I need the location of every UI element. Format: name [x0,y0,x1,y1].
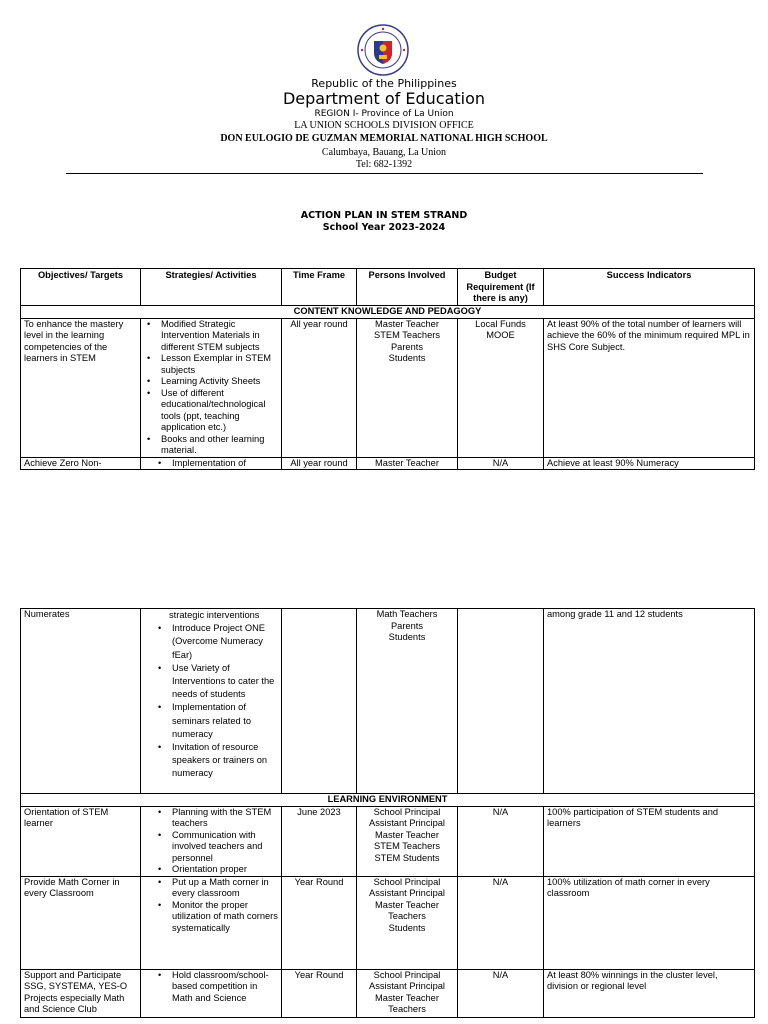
section-header: CONTENT KNOWLEDGE AND PEDAGOGY [21,306,755,319]
person: Students [388,922,426,933]
strategies-cell [141,318,282,457]
region-line: REGION I- Province of La Union [314,109,454,119]
persons-cell [357,806,458,876]
time-frame-cell: Year Round [282,876,357,969]
list-item: • Modified Strategic Intervention Materials in different STEM subjects [144,319,278,354]
person: School Principal [373,806,441,817]
list-item: • Learning Activity Sheets [144,376,278,388]
person: Assistant Principal [369,981,445,991]
table-row [21,876,755,969]
header-divider [66,173,703,174]
col-header-objectives: Objectives/ Targets [21,269,141,306]
person: Master Teacher [375,899,439,910]
action-plan-table-page-2 [20,608,755,1018]
budget-cell [458,318,544,457]
strategies-cell [141,969,282,1017]
persons-cell [357,969,458,1017]
list-item: • Books and other learning material. [144,434,278,457]
document-title: ACTION PLAN IN STEM STRAND [300,210,468,221]
person: Master Teacher [375,992,439,1003]
department-name: Department of Education [282,89,486,108]
action-plan-table-page-1 [20,268,755,470]
list-item: • Implementation of [144,458,278,470]
school-name: DON EULOGIO DE GUZMAN MEMORIAL NATIONAL HIGH SCHOOL [220,133,548,144]
strategies-cell [141,876,282,969]
person: Students [388,632,426,642]
school-year: School Year 2023-2024 [322,222,446,233]
time-frame-cell: All year round [282,457,357,470]
table-row [21,318,755,457]
table-row [21,806,755,876]
person: Parents [390,341,424,352]
list-item: • Use Variety of Interventions to cater the needs of students [144,662,278,702]
list-item: • Orientation proper [144,864,278,876]
list-item: • Use of different educational/technological tools (ppt, teaching application etc.) [144,388,278,434]
person: STEM Teachers [374,841,440,851]
list-item: • Implementation of seminars related to numeracy [144,701,278,741]
division-office: LA UNION SCHOOLS DIVISION OFFICE [294,120,474,131]
list-item: • Lesson Exemplar in STEM subjects [144,353,278,376]
budget-item: MOOE [486,330,515,340]
time-frame-cell: All year round [282,318,357,457]
col-header-persons: Persons Involved [357,269,458,306]
person: Teachers [388,1004,426,1014]
list-item: • Communication with involved teachers and personnel [144,830,278,865]
objective-cell: To enhance the mastery level in the learning competencies of the learners in STEM [21,318,141,457]
list-item: • Invitation of resource speakers or trainers on numeracy [144,741,278,781]
list-item: • Put up a Math corner in every classroom [144,877,278,900]
budget-cell: N/A [458,806,544,876]
objective-cell: Orientation of STEM learner [21,806,141,876]
person: STEM Students [374,852,440,863]
time-frame-cell: Year Round [282,969,357,1017]
person: Assistant Principal [369,888,445,898]
person: Students [388,353,426,363]
success-indicator-cell: At least 90% of the total number of learners will achieve the 60% of the minimum required MPL in SHS Core Subject. [544,318,755,457]
deped-seal-logo [357,24,409,76]
table-row [21,609,755,794]
person: Teachers [388,911,426,921]
persons-cell [357,318,458,457]
success-indicator-cell: 100% utilization of math corner in every classroom [544,876,755,969]
persons-cell: Master Teacher [357,457,458,470]
success-indicator-cell: 100% participation of STEM students and learners [544,806,755,876]
school-telephone: Tel: 682-1392 [355,159,413,170]
table-row [21,457,755,470]
republic-line: Republic of the Philippines [311,77,457,90]
strategies-cell [141,806,282,876]
list-item: • Introduce Project ONE (Overcome Numeracy fEar) [144,622,278,662]
school-address: Calumbaya, Bauang, La Union [321,147,447,158]
person: Math Teachers [376,609,438,619]
persons-cell [357,609,458,794]
objective-cell: Achieve Zero Non- [21,457,141,470]
objective-cell: Support and Participate SSG, SYSTEMA, YES-O Projects especially Math and Science Club [21,969,141,1017]
col-header-time-frame: Time Frame [282,269,357,306]
success-indicator-cell: among grade 11 and 12 students [544,609,755,794]
list-item: • Monitor the proper utilization of math corners systematically [144,900,278,935]
person: Master Teacher [375,829,439,840]
budget-cell [458,609,544,794]
person: Master Teacher [375,318,439,329]
persons-cell [357,876,458,969]
strategies-cell [141,609,282,794]
person: STEM Teachers [374,330,440,340]
success-indicator-cell: At least 80% winnings in the cluster level, division or regional level [544,969,755,1017]
budget-cell: N/A [458,457,544,470]
list-item: • Planning with the STEM teachers [144,807,278,830]
person: School Principal [373,969,441,980]
objective-cell: Provide Math Corner in every Classroom [21,876,141,969]
col-header-strategies: Strategies/ Activities [141,269,282,306]
strategies-cell [141,457,282,470]
time-frame-cell [282,609,357,794]
section-header: LEARNING ENVIRONMENT [21,794,755,807]
budget-cell: N/A [458,969,544,1017]
table-row [21,969,755,1017]
list-item: • Hold classroom/school-based competition in Math and Science [144,970,278,1005]
col-header-success-indicators: Success Indicators [544,269,755,306]
success-indicator-cell: Achieve at least 90% Numeracy [544,457,755,470]
objective-cell: Numerates [21,609,141,794]
time-frame-cell: June 2023 [282,806,357,876]
person: School Principal [373,876,441,887]
person: Assistant Principal [369,818,445,828]
strategy-continuation: strategic interventions [169,610,260,620]
person: Parents [390,620,424,631]
budget-cell: N/A [458,876,544,969]
budget-item: Local Funds [475,318,526,329]
col-header-budget: Budget Requirement (If there is any) [458,269,544,306]
